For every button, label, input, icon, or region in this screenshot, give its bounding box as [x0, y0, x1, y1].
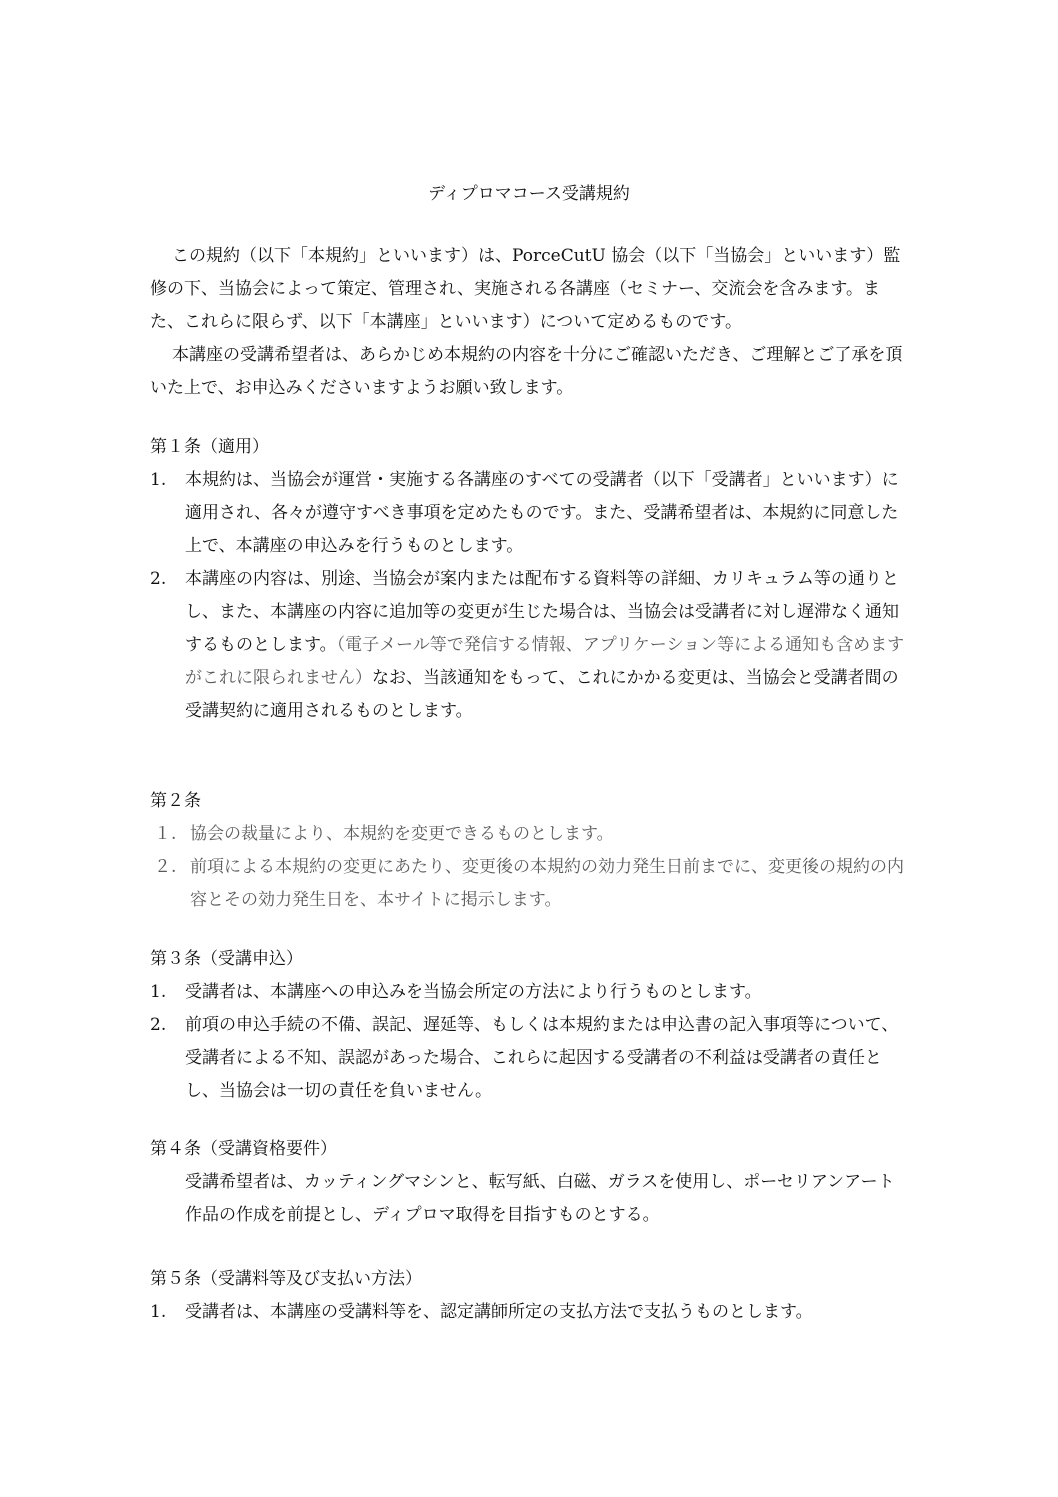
item-text: 本講座の内容は、別途、当協会が案内または配布する資料等の詳細、カリキュラム等の通りとし、また、本講座の内容に追加等の変更が生じた場合は、当協会は受講者に対し遅滞なく通知するものとします。	[185, 569, 899, 655]
article-4	[150, 1133, 910, 1232]
item-text: 本規約は、当協会が運営・実施する各講座のすべての受講者（以下「受講者」といいます）に適用され、各々が遵守すべき事項を定めたものです。また、受講希望者は、本規約に同意した上で、本講座の申込みを行うものとします。	[185, 470, 899, 556]
article-heading: 第１条（適用）	[150, 437, 269, 457]
article-2	[150, 785, 910, 917]
item-text: 前項の申込手続の不備、誤記、遅延等、もしくは本規約または申込書の記入事項等について、受講者による不知、誤認があった場合、これらに起因する受講者の不利益は受講者の責任とし、当協会は一切の責任を負いません。	[185, 1015, 899, 1101]
item-number: ２.	[154, 857, 177, 877]
article-heading: 第３条（受講申込）	[150, 949, 303, 969]
item-number: １.	[154, 824, 177, 844]
list-item	[150, 464, 910, 563]
item-text: なお、当該通知をもって、これにかかる変更は、当協会と受講者間の受講契約に適用されるものとします。	[185, 668, 899, 721]
article-1	[150, 431, 910, 728]
list-item	[150, 818, 910, 851]
article-heading: 第４条（受講資格要件）	[150, 1139, 337, 1159]
preamble	[150, 240, 910, 405]
article-heading: 第５条（受講料等及び支払い方法）	[150, 1269, 422, 1289]
list-item	[150, 976, 910, 1009]
item-text-aside: （電子メール等で発信する情報、アプリケーション等による通知も含めますがこれに限られません）	[185, 635, 905, 688]
list-item	[150, 851, 910, 917]
article-3	[150, 943, 910, 1108]
list-item	[150, 1009, 910, 1108]
item-number: 1.	[150, 1302, 167, 1322]
document-title: ディプロマコース受講規約	[428, 184, 630, 204]
list-item	[150, 1296, 910, 1329]
item-text: 受講者は、本講座への申込みを当協会所定の方法により行うものとします。	[185, 982, 762, 1002]
item-number: 2.	[150, 569, 167, 589]
item-number: 1.	[150, 982, 167, 1002]
item-number: 1.	[150, 470, 167, 490]
article-5	[150, 1263, 910, 1329]
article-heading: 第２条	[150, 791, 201, 811]
preamble-paragraph: 本講座の受講希望者は、あらかじめ本規約の内容を十分にご確認いただき、ご理解とご了承を頂いた上で、お申込みくださいますようお願い致します。	[150, 345, 903, 398]
item-text: 受講者は、本講座の受講料等を、認定講師所定の支払方法で支払うものとします。	[185, 1302, 813, 1322]
list-item	[150, 563, 910, 728]
item-text: 協会の裁量により、本規約を変更できるものとします。	[190, 824, 614, 844]
item-text: 前項による本規約の変更にあたり、変更後の本規約の効力発生日前までに、変更後の規約の内容とその効力発生日を、本サイトに掲示します。	[190, 857, 904, 910]
preamble-paragraph: この規約（以下「本規約」といいます）は、PorceCutU 協会（以下「当協会」といいます）監修の下、当協会によって策定、管理され、実施される各講座（セミナー、交流会を含みます。また、これらに限らず、以下「本講座」といいます）について定めるものです。	[150, 246, 901, 332]
article-body: 受講希望者は、カッティングマシンと、転写紙、白磁、ガラスを使用し、ポーセリアンアート作品の作成を前提とし、ディプロマ取得を目指すものとする。	[185, 1172, 895, 1225]
item-number: 2.	[150, 1015, 167, 1035]
